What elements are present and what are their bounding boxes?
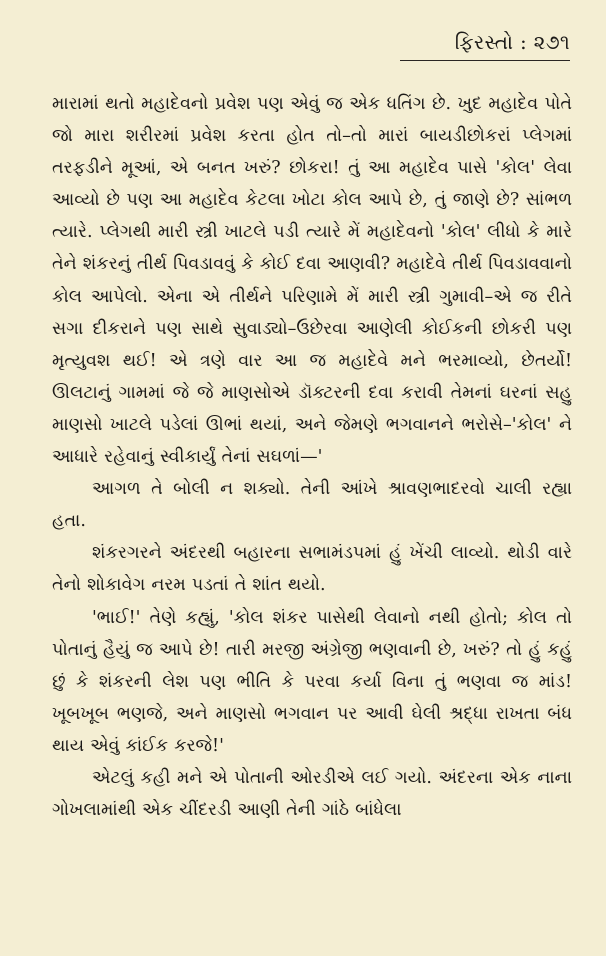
page-header (400, 28, 570, 68)
body-text (52, 88, 572, 936)
paragraph: એટલું કહી મને એ પોતાની ઓરડીએ લઈ ગયો. અંદરના એક નાના ગોખલામાંથી એક ચીંદરડી આણી તેની ગાંઠે બાંધેલા (52, 767, 572, 821)
paragraph: આગળ તે બોલી ન શક્યો. તેની આંખે શ્રાવણભાદરવો ચાલી રહ્યા હતા. (52, 479, 572, 532)
paragraph-continuation: મારામાં થતો મહાદેવનો પ્રવેશ પણ એવું જ એક ધતિંગ છે. ખુદ મહાદેવ પોતે જો મારા શરીરમાં પ્રવેશ કરતા હોત તો–તો મારાં બાયડીછોકરાં પ્લેગમાં તરફડીને મૂઆં, એ બનત ખરું? છોકરા! તું આ મહાદેવ પાસે 'કોલ' લેવા આવ્યો છે પણ આ મહાદેવ કેટલા ખોટા કોલ આપે છે, તું જાણે છે? સાંભળ ત્યારે. પ્લેગથી મારી સ્ત્રી ખાટલે પડી ત્યારે મેં મહાદેવનો 'કોલ' લીધો કે મારે તેને શંકરનું તીર્થ પિવડાવવું કે કોઈ દવા આણવી? મહાદેવે તીર્થ પિવડાવવાનો કોલ આપેલો. એના એ તીર્થને પરિણામે મેં મારી સ્ત્રી ગુમાવી–એ જ રીતે સગા દીકરાને પણ સાથે સુવાડ્યો–ઉછેરવા આણેલી કોઈકની છોકરી પણ મૃત્યુવશ થઈ! એ ત્રણે વાર આ જ મહાદેવે મને ભરમાવ્યો, છેતર્યો! ઊલટાનું ગામમાં જે જે માણસોએ ડૉક્ટરની દવા કરાવી તેમનાં ઘરનાં સહુ માણસો ખાટલે પડેલાં ઊભાં થયાં, અને જેમણે ભગવાનને ભરોસે–'કોલ' ને આધારે રહેવાનું સ્વીકાર્યું તેનાં સઘળાં—' (52, 94, 572, 468)
running-head: ફિરસ્તો : ૨૭૧ (454, 30, 570, 54)
header-underline (400, 60, 570, 61)
paragraph: શંકરગરને અંદરથી બહારના સભામંડપમાં હું ખેંચી લાવ્યો. થોડી વારે તેનો શોકાવેગ નરમ પડતાં તે શાંત થયો. (52, 543, 572, 596)
paragraph: 'ભાઈ!' તેણે કહ્યું, 'કોલ શંકર પાસેથી લેવાનો નથી હોતો; કોલ તો પોતાનું હૈયું જ આપે છે! તારી મરજી અંગ્રેજી ભણવાની છે, ખરું? તો હું કહું છું કે શંકરની લેશ પણ ભીતિ કે પરવા કર્યા વિના તું ભણવા જ માંડ! ખૂબખૂબ ભણજે, અને માણસો ભગવાન પર આવી ઘેલી શ્રદ્ધા રાખતા બંધ થાય એવું કાંઈક કરજે!' (52, 607, 572, 756)
